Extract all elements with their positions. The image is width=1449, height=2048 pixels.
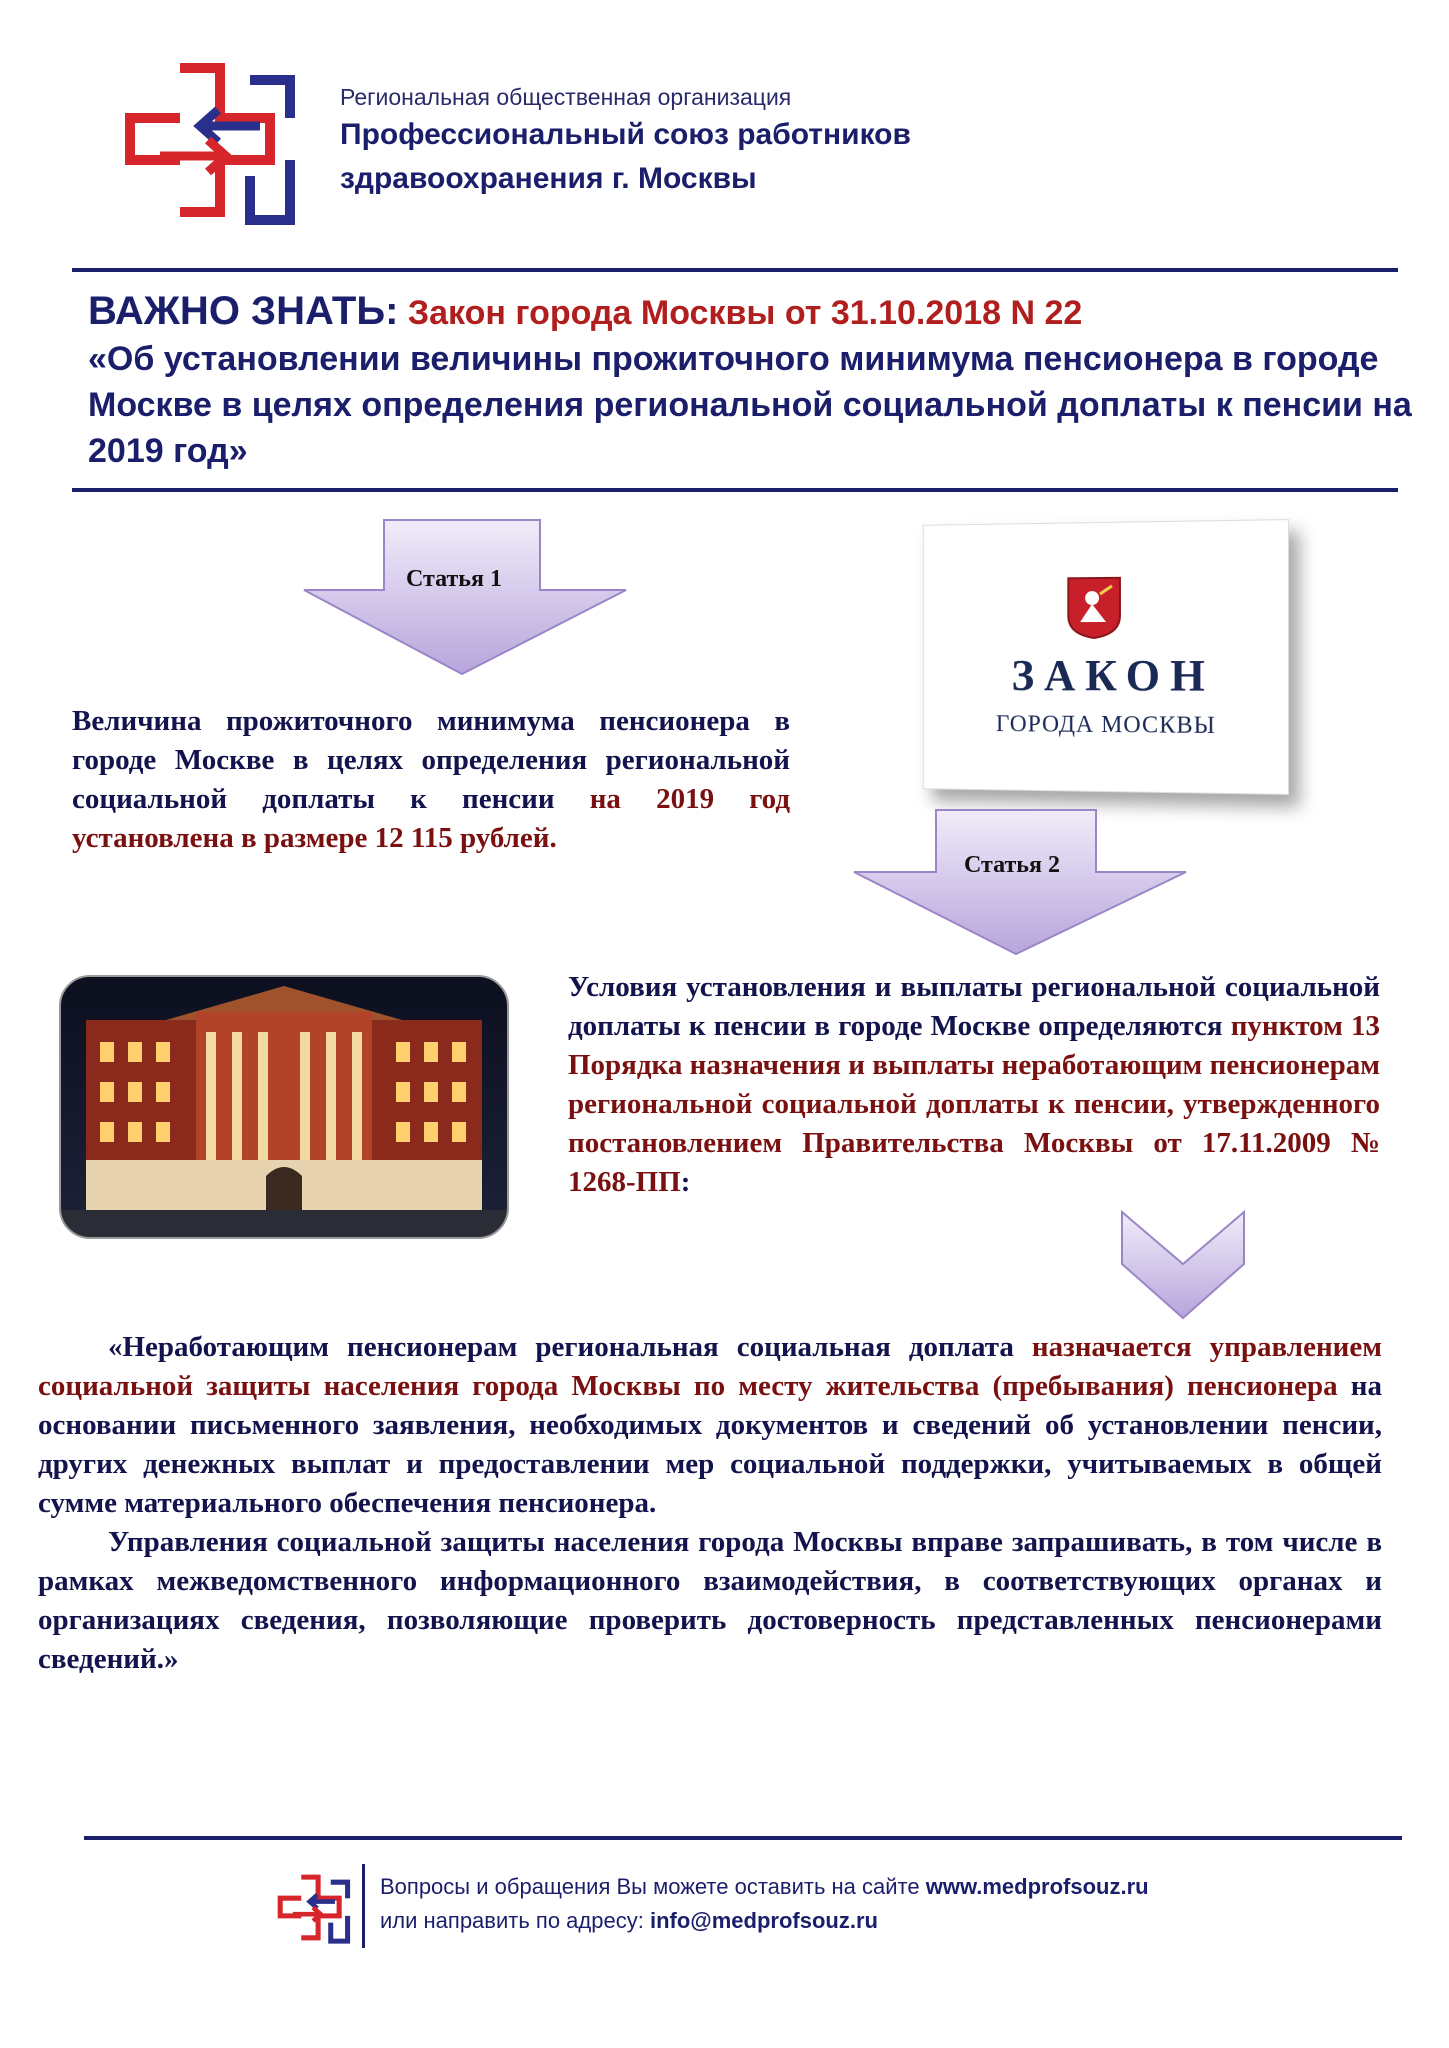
article1-arrow	[300, 518, 630, 678]
footer-logo	[276, 1872, 356, 1948]
subsistence-minimum-value: на 2019 год установлена в размере 12 115 рублей.	[72, 783, 790, 854]
moscow-city-hall-photo	[56, 972, 512, 1242]
article2-arrow	[850, 808, 1190, 958]
law-name: «Об установлении величины прожиточного минимума пенсионера в городе Москве в целях определения региональной социальной доплаты к пенсии на 2019 год»	[88, 340, 1412, 470]
org-name-line1: Профессиональный союз работников	[340, 118, 911, 151]
article1-label: Статья 1	[406, 566, 502, 592]
footer-separator	[362, 1864, 365, 1948]
organization-name	[340, 84, 911, 199]
quote-paragraph-2: Управления социальной защиты населения города Москвы вправе запрашивать, в том числе в рамках межведомственного информационного взаимодействия, в соответствующих органах и организациях сведения, позволяющие проверить достоверность представленных пенсионерами сведений.»	[38, 1526, 1382, 1675]
footer-divider	[84, 1836, 1402, 1840]
law-quote	[38, 1328, 1382, 1679]
org-name-line2: здравоохранения г. Москвы	[340, 162, 757, 195]
article1-text: Величина прожиточного минимума пенсионера в городе Москве в целях определения региональной социальной доплаты к пенсии на 2019 год установлена в размере 12 115 рублей.	[72, 705, 790, 854]
page-title	[88, 288, 1418, 474]
important-label: ВАЖНО ЗНАТЬ:	[88, 289, 399, 333]
site-link[interactable]: www.medprofsouz.ru	[925, 1874, 1149, 1899]
moscow-coat-of-arms-icon	[1066, 576, 1122, 640]
article2-text: Условия установления и выплаты региональной социальной доплаты к пенсии в городе Москве определяются пунктом 13 Порядка назначения и выплаты неработающим пенсионерам региональной социальной доплаты к пенсии, утвержденного постановлением Правительства Москвы от 17.11.2009 № 1268-ПП:	[568, 971, 1380, 1198]
quote-paragraph-1: «Неработающим пенсионерам региональная социальная доплата назначается управлением социальной защиты населения города Москвы по месту жительства (пребывания) пенсионера на основании письменного заявления, необходимых документов и сведений об установлении пенсии, других денежных выплат и предоставлении мер социальной поддержки, учитываемых в общей сумме материального обеспечения пенсионера.	[38, 1331, 1382, 1519]
regulation-reference: пунктом 13 Порядка назначения и выплаты неработающим пенсионерам региональной социальной доплаты к пенсии, утвержденного постановлением Правительства Москвы от 17.11.2009 № 1268-ПП	[568, 1010, 1380, 1198]
zakon-word: ЗАКОН	[1011, 650, 1216, 701]
footer-contacts	[380, 1870, 1149, 1938]
article2-label: Статья 2	[964, 852, 1060, 878]
footer-line-1: Вопросы и обращения Вы можете оставить на сайте www.medprofsouz.ru	[380, 1874, 1149, 1899]
top-divider	[72, 268, 1398, 272]
footer-line-2: или направить по адресу: info@medprofsouz.ru	[380, 1908, 878, 1933]
quote-arrow	[1118, 1208, 1248, 1322]
email-link[interactable]: info@medprofsouz.ru	[649, 1908, 878, 1933]
law-reference: Закон города Москвы от 31.10.2018 N 22	[407, 294, 1083, 332]
org-type: Региональная общественная организация	[340, 84, 792, 110]
title-divider	[72, 488, 1398, 492]
union-logo	[120, 56, 310, 236]
moscow-law-card	[923, 519, 1289, 795]
zakon-subtitle: ГОРОДА МОСКВЫ	[995, 711, 1216, 740]
quote-highlight: назначается управлением социальной защиты населения города Москвы по месту жительства (пребывания) пенсионера	[38, 1331, 1382, 1402]
